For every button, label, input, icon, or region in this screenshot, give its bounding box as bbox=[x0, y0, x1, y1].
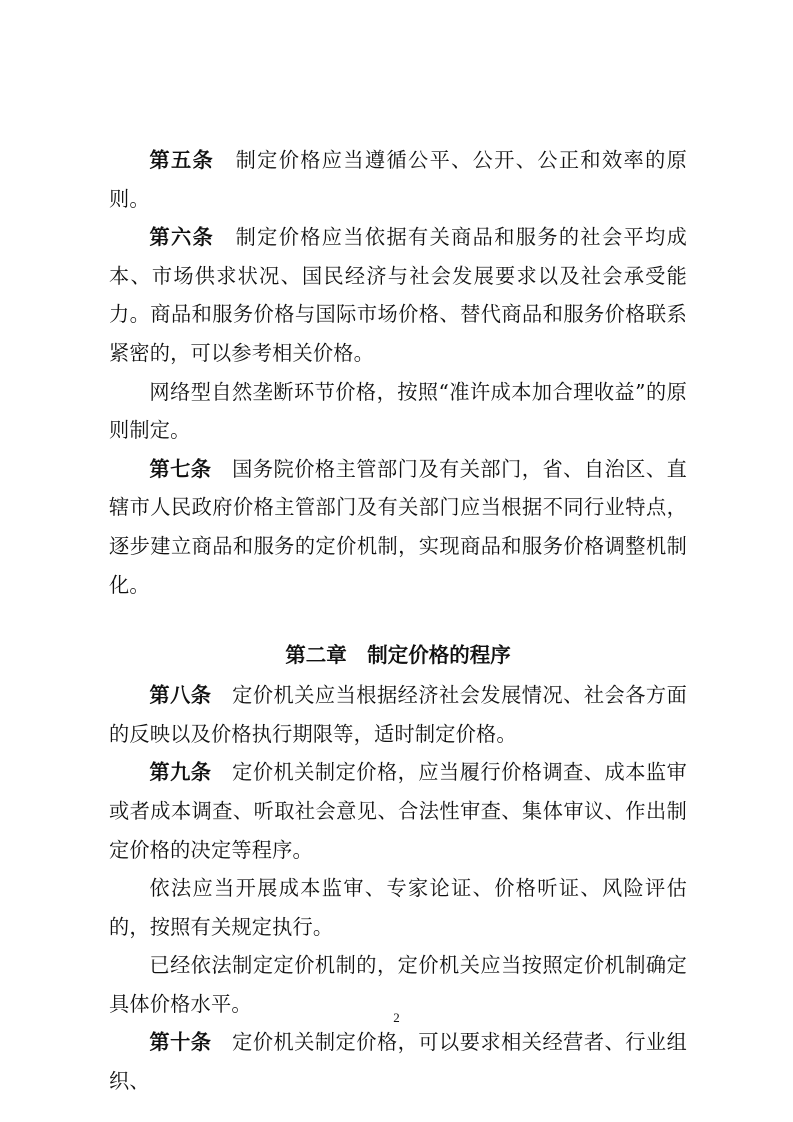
paragraph-text: 网络型自然垄断环节价格，按照“准许成本加合理收益”的原则制定。 bbox=[109, 379, 687, 443]
article-number: 第五条 bbox=[149, 148, 215, 172]
article-8 bbox=[109, 676, 687, 753]
article-text: 制定价格应当依据有关商品和服务的社会平均成本、市场供求状况、国民经济与社会发展要求以及社会承受能力。商品和服务价格与国际市场价格、替代商品和服务价格联系紧密的，可以参考相关价格。 bbox=[109, 225, 688, 365]
paragraph-text: 依法应当开展成本监审、专家论证、价格听证、风险评估的，按照有关规定执行。 bbox=[109, 876, 687, 939]
article-number: 第八条 bbox=[149, 683, 212, 708]
chapter-title: 第二章 制定价格的程序 bbox=[285, 643, 511, 668]
article-number: 第七条 bbox=[149, 456, 212, 481]
article-text: 定价机关制定价格，应当履行价格调查、成本监审或者成本调查、听取社会意见、合法性审查、集体审议、作出制定价格的决定等程序。 bbox=[109, 760, 688, 862]
article-9 bbox=[109, 753, 687, 869]
article-number: 第六条 bbox=[149, 225, 215, 250]
article-number: 第十条 bbox=[149, 1030, 212, 1055]
article-9-paragraph-2 bbox=[109, 869, 687, 946]
document-body bbox=[109, 141, 687, 1101]
article-7 bbox=[109, 450, 687, 604]
article-5 bbox=[109, 141, 687, 218]
page-number: 2 bbox=[393, 1010, 400, 1025]
article-number: 第九条 bbox=[149, 760, 212, 785]
article-text: 国务院价格主管部门及有关部门，省、自治区、直辖市人民政府价格主管部门及有关部门应当根据不同行业特点，逐步建立商品和服务的定价机制，实现商品和服务价格调整机制化。 bbox=[109, 456, 688, 597]
paragraph-text: 已经依法制定定价机制的，定价机关应当按照定价机制确定具体价格水平。 bbox=[109, 953, 687, 1016]
article-text: 制定价格应当遵循公平、公开、公正和效率的原则。 bbox=[109, 148, 688, 211]
article-6-paragraph-2 bbox=[109, 373, 687, 450]
article-10 bbox=[109, 1023, 687, 1100]
article-text: 定价机关应当根据经济社会发展情况、社会各方面的反映以及价格执行期限等，适时制定价格。 bbox=[109, 683, 688, 746]
article-6 bbox=[109, 218, 687, 372]
article-text: 定价机关制定价格，可以要求相关经营者、行业组织、 bbox=[109, 1030, 688, 1094]
